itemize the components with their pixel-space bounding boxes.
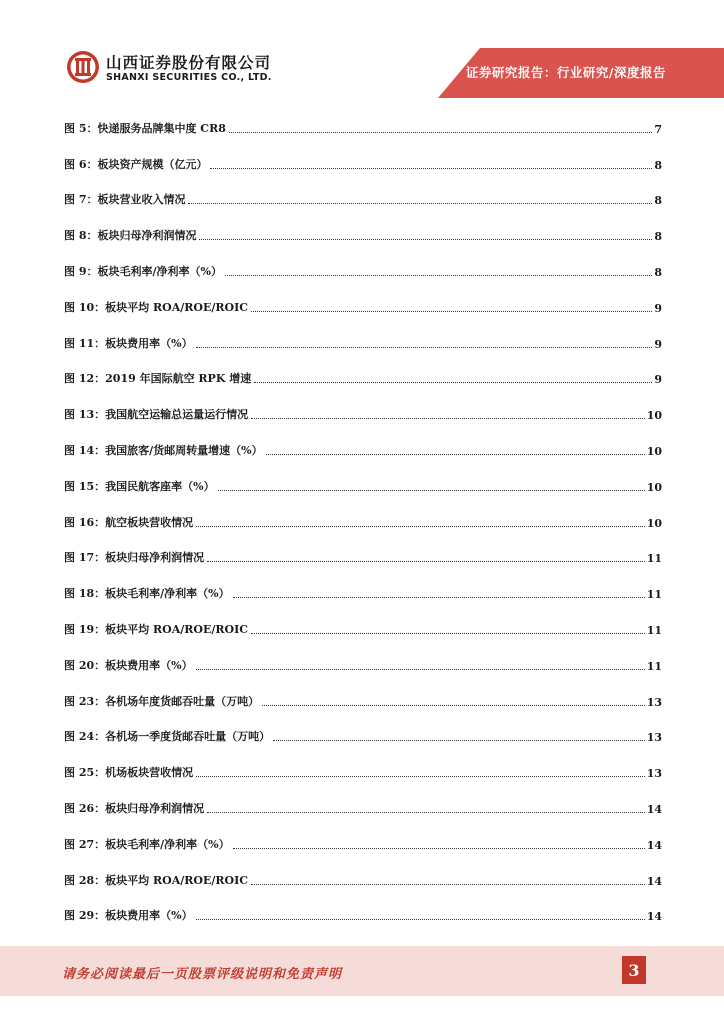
toc-entry-label: 图 27：板块毛利率/净利率（%） [64, 837, 230, 851]
toc-entry[interactable] [64, 852, 662, 888]
toc-leader-dots [273, 739, 645, 741]
toc-entry-page: 9 [654, 373, 662, 387]
toc-leader-dots [233, 847, 645, 849]
page-header [0, 0, 724, 98]
toc-entry-page: 14 [646, 910, 662, 924]
toc-entry-label: 图 15：我国民航客座率（%） [64, 479, 215, 493]
toc-leader-dots [196, 346, 652, 348]
toc-entry-page: 11 [646, 552, 662, 566]
toc-entry[interactable] [64, 351, 662, 387]
toc-entry-label: 图 28：板块平均 ROA/ROE/ROIC [64, 873, 248, 887]
toc-leader-dots [251, 417, 645, 419]
toc-entry-page: 10 [646, 409, 662, 423]
toc-leader-dots [266, 453, 645, 455]
toc-entry[interactable] [64, 601, 662, 637]
toc-entry-page: 13 [646, 695, 662, 709]
toc-entry[interactable] [64, 780, 662, 816]
toc-entry[interactable] [64, 744, 662, 780]
toc-leader-dots [225, 274, 652, 276]
toc-entry[interactable] [64, 207, 662, 243]
toc-entry-page: 7 [654, 122, 662, 136]
toc-entry-label: 图 5：快递服务品牌集中度 CR8 [64, 121, 226, 135]
toc-entry-page: 11 [646, 588, 662, 602]
toc-entry-page: 14 [646, 874, 662, 888]
toc-entry-page: 10 [646, 480, 662, 494]
toc-entry-label: 图 18：板块毛利率/净利率（%） [64, 587, 230, 601]
toc-entry-page: 9 [654, 337, 662, 351]
toc-entry-page: 8 [654, 265, 662, 279]
toc-entry[interactable] [64, 100, 662, 136]
report-type: 证券研究报告：行业研究/深度报告 [465, 65, 666, 80]
toc-entry-label: 图 24：各机场一季度货邮吞吐量（万吨） [64, 730, 271, 744]
toc-entry-label: 图 11：板块费用率（%） [64, 336, 193, 350]
toc-entry-page: 11 [646, 659, 662, 673]
company-name-en: SHANXI SECURITIES CO., LTD. [106, 72, 272, 83]
toc-entry[interactable] [64, 565, 662, 601]
toc-leader-dots [210, 167, 652, 169]
toc-entry[interactable] [64, 386, 662, 422]
toc-leader-dots [218, 489, 645, 491]
toc-entry-page: 11 [646, 623, 662, 637]
toc-leader-dots [199, 238, 652, 240]
figure-table-of-contents [64, 100, 662, 923]
toc-entry-label: 图 26：板块归母净利润情况 [64, 801, 205, 815]
toc-leader-dots [251, 883, 645, 885]
toc-entry[interactable] [64, 494, 662, 530]
toc-entry[interactable] [64, 816, 662, 852]
toc-entry-page: 13 [646, 731, 662, 745]
toc-leader-dots [188, 202, 652, 204]
toc-entry-label: 图 10：板块平均 ROA/ROE/ROIC [64, 300, 248, 314]
toc-entry-page: 9 [654, 301, 662, 315]
toc-entry-page: 10 [646, 516, 662, 530]
toc-leader-dots [254, 381, 652, 383]
toc-entry[interactable] [64, 637, 662, 673]
toc-entry[interactable] [64, 136, 662, 172]
toc-entry-label: 图 6：板块资产规模（亿元） [64, 157, 208, 171]
toc-entry[interactable] [64, 172, 662, 208]
header-banner [0, 0, 724, 98]
toc-entry-label: 图 14：我国旅客/货邮周转量增速（%） [64, 443, 263, 457]
toc-entry-label: 图 19：板块平均 ROA/ROE/ROIC [64, 622, 248, 636]
toc-entry-label: 图 13：我国航空运输总运量运行情况 [64, 408, 249, 422]
toc-entry-label: 图 7：板块营业收入情况 [64, 193, 186, 207]
toc-entry-page: 14 [646, 802, 662, 816]
toc-leader-dots [196, 918, 645, 920]
toc-entry-label: 图 25：机场板块营收情况 [64, 766, 194, 780]
toc-leader-dots [229, 131, 652, 133]
toc-entry-page: 14 [646, 838, 662, 852]
footer-disclaimer: 请务必阅读最后一页股票评级说明和免责声明 [62, 967, 343, 982]
toc-entry-label: 图 9：板块毛利率/净利率（%） [64, 264, 222, 278]
page-number: 3 [622, 956, 646, 984]
company-name-cn: 山西证券股份有限公司 [106, 54, 272, 72]
toc-leader-dots [196, 525, 645, 527]
toc-entry-label: 图 12：2019 年国际航空 RPK 增速 [64, 372, 252, 386]
toc-entry[interactable] [64, 243, 662, 279]
toc-leader-dots [196, 775, 645, 777]
toc-entry[interactable] [64, 279, 662, 315]
toc-entry-label: 图 16：航空板块营收情况 [64, 515, 194, 529]
company-logo-icon [66, 50, 100, 84]
toc-entry-label: 图 17：板块归母净利润情况 [64, 551, 205, 565]
toc-leader-dots [262, 704, 645, 706]
toc-entry-page: 8 [654, 194, 662, 208]
toc-leader-dots [207, 560, 645, 562]
toc-entry[interactable] [64, 709, 662, 745]
toc-entry[interactable] [64, 673, 662, 709]
toc-entry-label: 图 23：各机场年度货邮吞吐量（万吨） [64, 694, 260, 708]
toc-entry-label: 图 29：板块费用率（%） [64, 909, 193, 923]
toc-entry[interactable] [64, 888, 662, 924]
toc-entry[interactable] [64, 530, 662, 566]
toc-entry[interactable] [64, 458, 662, 494]
toc-entry[interactable] [64, 315, 662, 351]
toc-leader-dots [207, 811, 645, 813]
toc-entry-page: 8 [654, 158, 662, 172]
toc-leader-dots [251, 310, 652, 312]
toc-entry-page: 10 [646, 444, 662, 458]
toc-leader-dots [196, 668, 645, 670]
toc-entry-page: 8 [654, 230, 662, 244]
toc-leader-dots [251, 632, 645, 634]
toc-entry-page: 13 [646, 767, 662, 781]
toc-entry[interactable] [64, 422, 662, 458]
toc-leader-dots [233, 596, 645, 598]
toc-entry-label: 图 20：板块费用率（%） [64, 658, 193, 672]
toc-entry-label: 图 8：板块归母净利润情况 [64, 229, 197, 243]
